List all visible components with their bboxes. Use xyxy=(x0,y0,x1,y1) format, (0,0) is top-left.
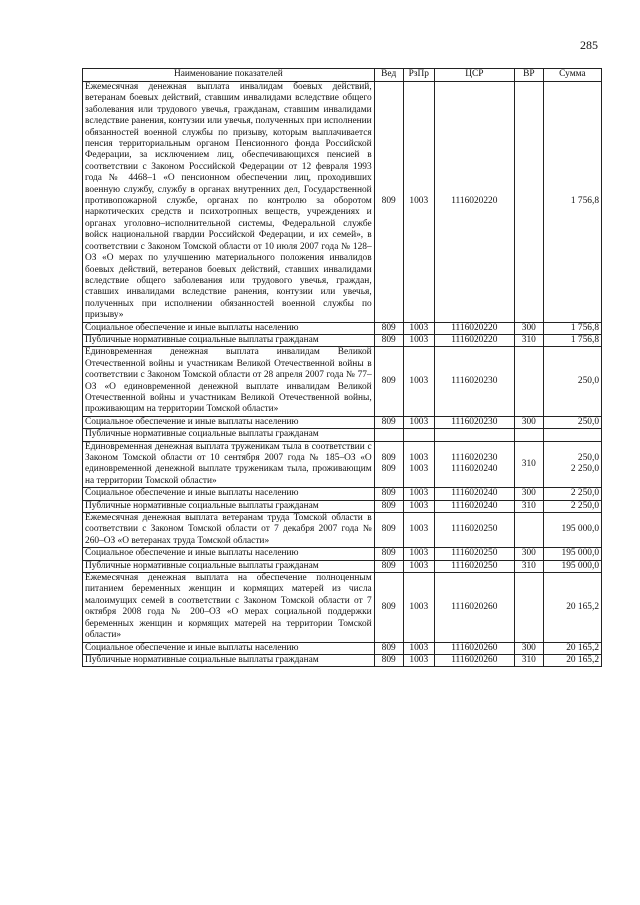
row-ved: 809 xyxy=(374,513,403,548)
row-csr: 1116020230 xyxy=(434,347,514,416)
row-rzpr: 1003 xyxy=(403,642,434,654)
table-body xyxy=(83,82,602,667)
row-csr: 1116020240 xyxy=(434,488,514,500)
table-row xyxy=(83,642,602,654)
row-sum: 1 756,8 xyxy=(543,322,601,334)
row-rzpr: 1003 xyxy=(403,416,434,428)
row-vr xyxy=(514,347,543,416)
table-row xyxy=(83,441,602,488)
row-ved-value: 809 xyxy=(381,453,396,463)
row-name: Ежемесячная денежная выплата инвалидам боевых действий, ветеранам боевых действий, ставшим инвалидами вследствие общего заболевания или трудового увечья, гражданам, ставшим инвалидами вследствие ранения, контузии или увечья, полученных при исполнении обязанностей военной службы по призыву, которым выплачивается пенсия территориальным органом Пенсионного фонда Российской Федерации, за исключением лиц, обеспечивающихся пенсией в соответствии с Законом Российской Федерации от 12 февраля 1993 года № 4468–1 «О пенсионном обеспечении лиц, проходивших военную службу, службу в органах внутренних дел, Государственной противопожарной службе, органах по контролю за оборотом наркотических средств и психотропных веществ, учреждениях и органах уголовно–исполнительной системы, Федеральной службе войск национальной гвардии Российской Федерации, и их семей», в соответствии с Законом Томской области от 10 июля 2007 года № 128–ОЗ «О мерах по улучшению материального положения инвалидов боевых действий, ветеранов боевых действий, ставших инвалидами вследствие общего заболевания или трудового увечья, граждан, ставших инвалидами вследствие ранения, контузии или увечья, полученных при исполнении обязанностей военной службы по призыву» xyxy=(83,82,375,323)
row-rzpr: 1003 xyxy=(403,322,434,334)
row-vr: 300 xyxy=(514,416,543,428)
row-csr: 1116020250 xyxy=(434,560,514,572)
row-name: Публичные нормативные социальные выплаты гражданам xyxy=(83,560,375,572)
row-rzpr xyxy=(403,441,434,488)
row-sum: 250,0 xyxy=(543,347,601,416)
row-name: Социальное обеспечение и иные выплаты населению xyxy=(83,642,375,654)
row-csr: 1116020250 xyxy=(434,548,514,560)
row-rzpr: 1003 xyxy=(403,334,434,346)
row-name: Единовременная денежная выплата инвалидам Великой Отечественной войны и участникам Великой Отечественной войны в соответствии с Законом Томской области от 28 апреля 2007 года № 77–ОЗ «О единовременной денежной выплате инвалидам Великой Отечественной войны и участникам Великой Отечественной войны, проживающим на территории Томской области» xyxy=(83,347,375,416)
row-ved xyxy=(374,429,403,441)
row-rzpr: 1003 xyxy=(403,654,434,666)
row-sum: 2 250,0 xyxy=(543,500,601,512)
table-row xyxy=(83,513,602,548)
row-vr: 300 xyxy=(514,642,543,654)
row-csr: 1116020260 xyxy=(434,573,514,642)
row-sum: 250,0 xyxy=(543,416,601,428)
row-vr-value: 310 xyxy=(521,458,536,469)
row-ved: 809 xyxy=(374,334,403,346)
row-name: Социальное обеспечение и иные выплаты населению xyxy=(83,548,375,560)
header-vr: ВР xyxy=(514,69,543,82)
row-vr: 300 xyxy=(514,548,543,560)
row-vr xyxy=(514,429,543,441)
row-csr: 1116020220 xyxy=(434,322,514,334)
table-row xyxy=(83,347,602,416)
header-ved: Вед xyxy=(374,69,403,82)
row-sum: 195 000,0 xyxy=(543,548,601,560)
table-header xyxy=(83,69,602,82)
row-ved: 809 xyxy=(374,322,403,334)
row-ved: 809 xyxy=(374,416,403,428)
row-name: Социальное обеспечение и иные выплаты населению xyxy=(83,322,375,334)
row-rzpr-value: 1003 xyxy=(409,464,429,475)
table-row xyxy=(83,488,602,500)
header-name: Наименование показателей xyxy=(83,69,375,82)
row-rzpr: 1003 xyxy=(403,548,434,560)
row-csr: 1116020260 xyxy=(434,654,514,666)
row-sum: 20 165,2 xyxy=(543,654,601,666)
row-csr xyxy=(434,429,514,441)
row-sum-value: 250,0 xyxy=(577,453,599,463)
row-name: Публичные нормативные социальные выплаты гражданам xyxy=(83,654,375,666)
row-vr: 310 xyxy=(514,654,543,666)
row-sum xyxy=(543,441,601,488)
row-sum: 195 000,0 xyxy=(543,513,601,548)
row-ved: 809 xyxy=(374,488,403,500)
page-number: 285 xyxy=(580,38,598,52)
row-ved xyxy=(374,441,403,488)
row-vr xyxy=(514,82,543,323)
row-sum: 1 756,8 xyxy=(543,82,601,323)
table-row xyxy=(83,573,602,642)
row-name: Ежемесячная денежная выплата на обеспечение полноценным питанием беременных женщин и кормящих матерей из числа малоимущих семей в соответствии с Законом Томской области от 7 октября 2008 года № 200–ОЗ «О мерах социальной поддержки беременных женщин и кормящих матерей на территории Томской области» xyxy=(83,573,375,642)
table-row xyxy=(83,654,602,666)
table-row xyxy=(83,334,602,346)
row-csr: 1116020240 xyxy=(434,500,514,512)
header-csr: ЦСР xyxy=(434,69,514,82)
table-row xyxy=(83,416,602,428)
row-ved: 809 xyxy=(374,654,403,666)
table-row xyxy=(83,500,602,512)
row-ved: 809 xyxy=(374,560,403,572)
row-vr xyxy=(514,513,543,548)
row-rzpr: 1003 xyxy=(403,513,434,548)
table-row xyxy=(83,322,602,334)
table-row xyxy=(83,82,602,323)
row-rzpr: 1003 xyxy=(403,500,434,512)
row-csr: 1116020260 xyxy=(434,642,514,654)
row-name: Публичные нормативные социальные выплаты гражданам xyxy=(83,500,375,512)
row-name: Публичные нормативные социальные выплаты гражданам xyxy=(83,334,375,346)
row-vr: 310 xyxy=(514,560,543,572)
row-csr: 1116020220 xyxy=(434,82,514,323)
row-csr: 1116020230 xyxy=(434,416,514,428)
table-row xyxy=(83,429,602,441)
row-rzpr: 1003 xyxy=(403,573,434,642)
row-csr xyxy=(434,441,514,488)
row-rzpr: 1003 xyxy=(403,560,434,572)
row-rzpr-value: 1003 xyxy=(409,453,429,463)
row-vr xyxy=(514,441,543,488)
row-csr: 1116020220 xyxy=(434,334,514,346)
row-sum xyxy=(543,429,601,441)
row-rzpr xyxy=(403,429,434,441)
row-name: Единовременная денежная выплата труженикам тыла в соответствии с Законом Томской области от 10 сентября 2007 года № 185–ОЗ «О единовременной денежной выплате труженикам тыла, проживающим на территории Томской области» xyxy=(83,441,375,488)
row-name: Публичные нормативные социальные выплаты гражданам xyxy=(83,429,375,441)
row-csr: 1116020250 xyxy=(434,513,514,548)
row-ved: 809 xyxy=(374,642,403,654)
row-sum: 20 165,2 xyxy=(543,573,601,642)
row-sum-value: 2 250,0 xyxy=(570,464,599,475)
row-csr-value: 1116020240 xyxy=(451,464,498,475)
row-name: Ежемесячная денежная выплата ветеранам труда Томской области в соответствии с Законом Томской области от 7 декабря 2007 года № 260–ОЗ «О ветеранах труда Томской области» xyxy=(83,513,375,548)
row-sum: 1 756,8 xyxy=(543,334,601,346)
row-name: Социальное обеспечение и иные выплаты населению xyxy=(83,416,375,428)
row-vr: 300 xyxy=(514,488,543,500)
row-ved: 809 xyxy=(374,82,403,323)
table-row xyxy=(83,560,602,572)
row-sum: 2 250,0 xyxy=(543,488,601,500)
row-csr-value: 1116020230 xyxy=(451,453,498,463)
header-rzpr: РзПр xyxy=(403,69,434,82)
row-rzpr: 1003 xyxy=(403,488,434,500)
table-row xyxy=(83,548,602,560)
row-vr: 300 xyxy=(514,322,543,334)
row-vr: 310 xyxy=(514,500,543,512)
row-vr xyxy=(514,573,543,642)
row-vr: 310 xyxy=(514,334,543,346)
row-sum: 195 000,0 xyxy=(543,560,601,572)
row-sum: 20 165,2 xyxy=(543,642,601,654)
budget-table xyxy=(82,68,602,667)
row-rzpr: 1003 xyxy=(403,347,434,416)
row-ved: 809 xyxy=(374,500,403,512)
row-ved: 809 xyxy=(374,548,403,560)
row-name: Социальное обеспечение и иные выплаты населению xyxy=(83,488,375,500)
row-rzpr: 1003 xyxy=(403,82,434,323)
header-sum: Сумма xyxy=(543,69,601,82)
row-ved: 809 xyxy=(374,347,403,416)
row-ved-value: 809 xyxy=(381,464,396,475)
row-ved: 809 xyxy=(374,573,403,642)
